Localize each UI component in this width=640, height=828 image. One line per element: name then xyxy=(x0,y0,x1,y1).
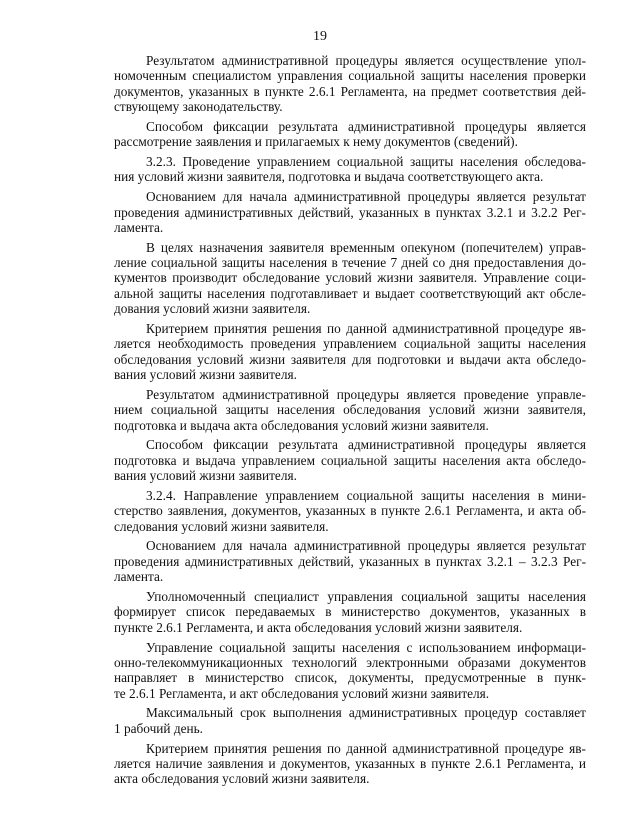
text-line: проведения административных действий, указанных в пунктах 3.2.1 и 3.2.2 Рег- xyxy=(114,204,586,220)
text-line: В целях назначения заявителя временным опекуном (попечителем) управ- xyxy=(146,239,586,255)
text-line: Уполномоченный специалист управления социальной защиты населения xyxy=(146,589,586,604)
text-line: Способом фиксации результата административной процедуры является xyxy=(146,437,586,453)
paragraph xyxy=(114,705,586,736)
text-line: Максимальный срок выполнения административных процедур составляет xyxy=(146,705,586,721)
text-line: рассмотрение заявления и прилагаемых к нему документов (сведений). xyxy=(114,134,518,150)
text-line: стерство заявления, документов, указанных в пункте 2.6.1 Регламента, и акта об- xyxy=(114,503,586,519)
text-line: Критерием принятия решения по данной административной процедуре яв- xyxy=(146,740,586,756)
text-line: нием социальной защиты населения обследования условий жизни заявителя, xyxy=(114,402,586,418)
text-line: подготовка и выдача управлением социальной защиты населения акта обследо- xyxy=(114,452,586,468)
section-heading-3-2-4 xyxy=(114,488,586,534)
text-line: 1 рабочий день. xyxy=(114,720,204,736)
paragraph xyxy=(114,538,586,584)
text-line: Критерием принятия решения по данной административной процедуре яв- xyxy=(146,321,586,336)
text-line: дования условий жизни заявителя. xyxy=(114,301,311,317)
paragraph xyxy=(114,53,586,114)
text-line: Основанием для начала административной процедуры является результат xyxy=(146,538,586,554)
text-line: альной защиты населения подготавливает и выдает соответствующий акт обсле- xyxy=(114,285,586,301)
text-line: обследования условий жизни заявителя для подготовки и выдачи акта обследо- xyxy=(114,351,586,367)
text-line: следования условий жизни заявителя. xyxy=(114,518,329,534)
text-line: ния условий жизни заявителя, подготовка и выдача соответствующего акта. xyxy=(114,169,544,185)
text-line: Способом фиксации результата административной процедуры является xyxy=(146,118,586,134)
text-line: ление социальной защиты населения в течение 7 дней со дня предоставления до- xyxy=(114,255,586,271)
text-line: документов, указанных в пункте 2.6.1 Регламента, на предмет соответствия дей- xyxy=(114,83,586,99)
text-line: 3.2.3. Проведение управлением социальной защиты населения обследова- xyxy=(146,154,586,170)
text-line: ствующему законодательству. xyxy=(114,99,283,115)
text-line: 3.2.4. Направление управлением социальной защиты населения в мини- xyxy=(146,487,586,503)
text-line: вания условий жизни заявителя. xyxy=(114,468,297,484)
paragraph xyxy=(114,387,586,433)
text-line: кументов производит обследование условий жизни заявителя. Управление соци- xyxy=(114,270,586,286)
text-line: ламента. xyxy=(114,569,164,585)
text-line: номоченным специалистом управления социальной защиты населения проверки xyxy=(114,68,586,84)
text-line: ляется необходимость проведения управлением социальной защиты населения xyxy=(114,336,586,352)
paragraph xyxy=(114,589,586,635)
page-number: 19 xyxy=(313,29,327,44)
paragraph xyxy=(114,119,586,150)
text-line: подготовка и выдача акта обследования условий жизни заявителя. xyxy=(114,417,489,433)
text-line: Результатом административной процедуры является проведение управле- xyxy=(146,386,586,402)
text-line: онно-телекоммуникационных технологий электронными образами документов xyxy=(114,654,586,670)
section-heading-3-2-3 xyxy=(114,154,586,185)
text-line: Результатом административной процедуры является осуществление упол- xyxy=(146,53,586,68)
text-line: пункте 2.6.1 Регламента, и акта обследования условий жизни заявителя. xyxy=(114,619,523,635)
text-line: формирует список передаваемых в министерство документов, указанных в xyxy=(114,604,586,620)
text-line: акта обследования условий жизни заявителя. xyxy=(114,771,370,787)
text-line: проведения административных действий, указанных в пунктах 3.2.1 – 3.2.3 Рег- xyxy=(114,553,586,569)
paragraph xyxy=(114,640,586,701)
paragraph xyxy=(114,437,586,483)
paragraph xyxy=(114,741,586,787)
text-line: ляется наличие заявления и документов, указанных в пункте 2.6.1 Регламента, и xyxy=(114,755,586,771)
text-line: те 2.6.1 Регламента, и акт обследования условий жизни заявителя. xyxy=(114,685,490,701)
paragraph xyxy=(114,189,586,235)
text-line: вания условий жизни заявителя. xyxy=(114,367,297,383)
paragraph xyxy=(114,321,586,382)
page-body xyxy=(114,53,586,791)
text-line: Управление социальной защиты населения с использованием информаци- xyxy=(146,639,586,655)
text-line: Основанием для начала административной процедуры является результат xyxy=(146,189,586,205)
text-line: ламента. xyxy=(114,219,164,235)
text-line: направляет в министерство список, документы, предусмотренные в пунк- xyxy=(114,670,586,686)
paragraph xyxy=(114,240,586,317)
